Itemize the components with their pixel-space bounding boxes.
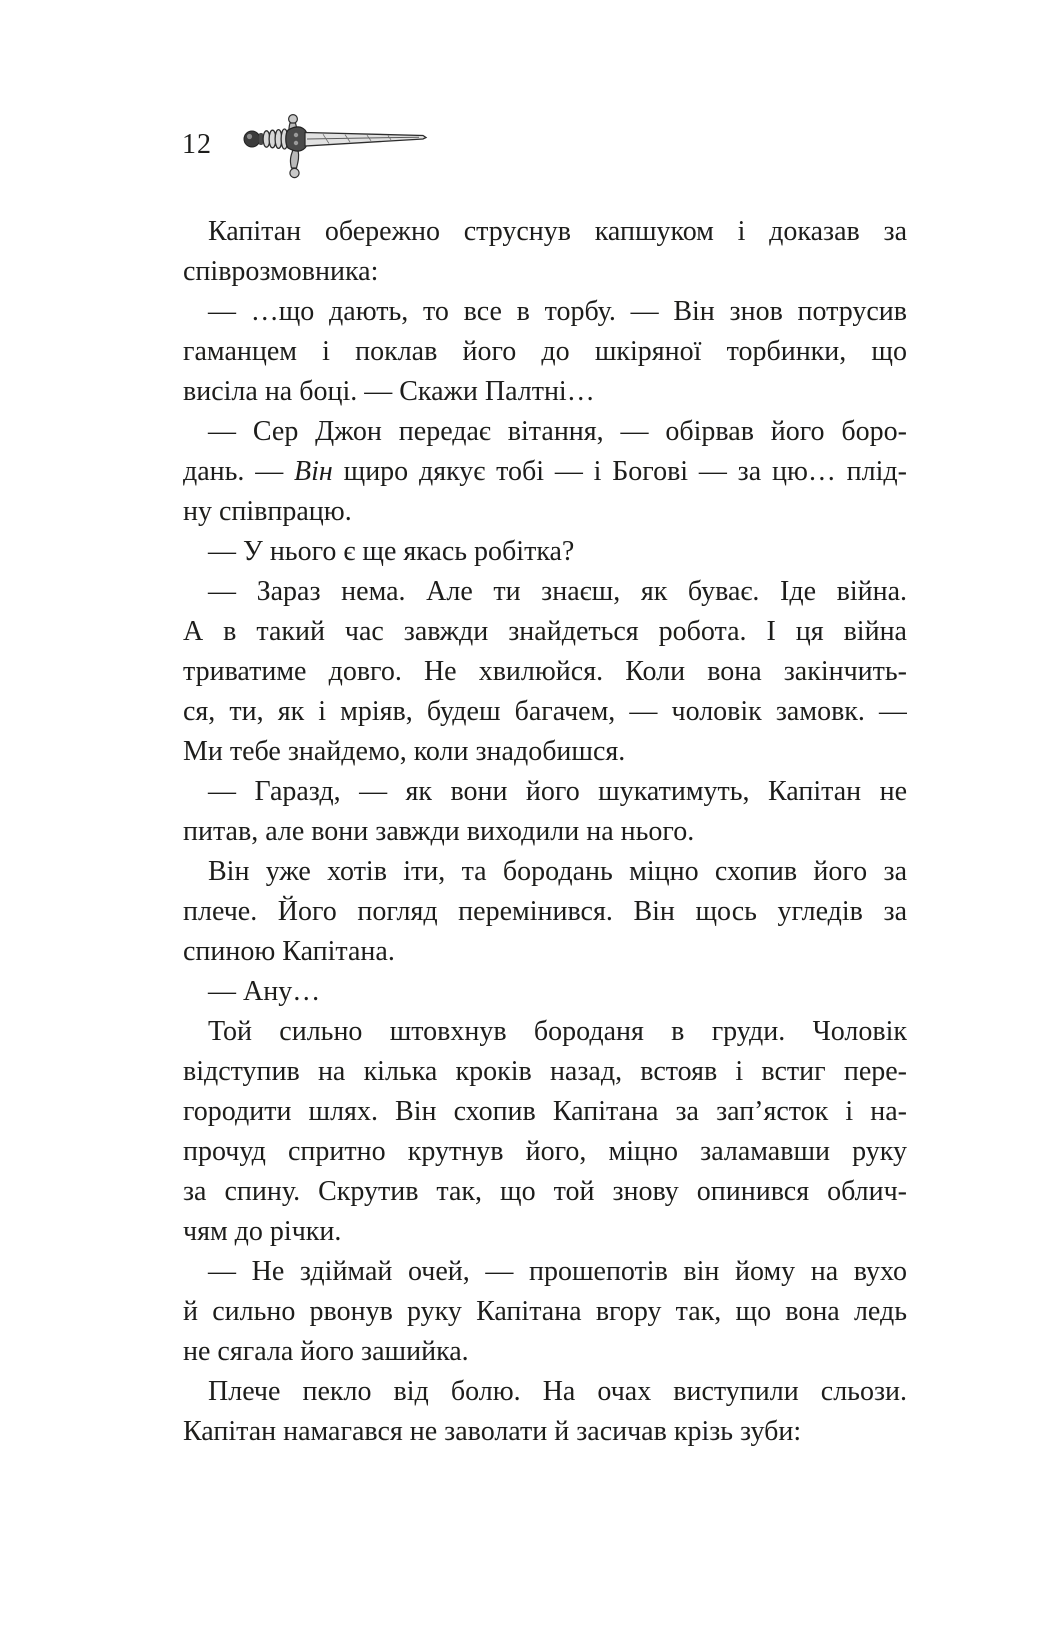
text-segment: чям до річки. — [183, 1216, 342, 1247]
text-line — [183, 692, 907, 732]
paragraph — [183, 772, 907, 852]
text-segment: — Ану… — [208, 976, 321, 1007]
text-line — [183, 412, 907, 452]
paragraph — [183, 292, 907, 412]
text-segment: — Зараз нема. Але ти знаєш, як буває. Іде війна. — [208, 576, 907, 607]
text-block — [183, 212, 907, 1452]
text-segment: Він уже хотів іти, та бородань міцно схопив його за — [208, 856, 907, 887]
text-segment: Плече пекло від болю. На очах виступили сльози. — [208, 1376, 907, 1407]
text-segment: Той сильно штовхнув бороданя в груди. Чоловік — [208, 1016, 907, 1047]
text-segment: співрозмовника: — [183, 256, 379, 287]
text-segment: питав, але вони завжди виходили на нього. — [183, 816, 695, 847]
text-line — [183, 1092, 907, 1132]
text-line — [183, 1412, 907, 1452]
text-segment: Він — [294, 456, 333, 487]
page-number: 12 — [182, 129, 212, 160]
text-line — [183, 292, 907, 332]
text-line — [183, 812, 907, 852]
text-segment: за спину. Скрутив так, що той знову опинився облич- — [183, 1176, 907, 1207]
text-segment: плече. Його погляд перемінився. Він щось угледів за — [183, 896, 907, 927]
text-line — [183, 1212, 907, 1252]
paragraph — [183, 412, 907, 532]
text-line — [183, 772, 907, 812]
text-line — [183, 572, 907, 612]
text-line — [183, 332, 907, 372]
text-segment: дань. — — [183, 456, 295, 487]
paragraph — [183, 1012, 907, 1252]
text-line — [183, 932, 907, 972]
text-segment: й сильно рвонув руку Капітана вгору так, що вона ледь — [183, 1296, 907, 1327]
text-segment: щиро дякує тобі — і Богові — за цю… плід- — [332, 456, 907, 487]
text-line — [183, 1012, 907, 1052]
text-line — [183, 1252, 907, 1292]
text-segment: — Гаразд, — як вони його шукатимуть, Капітан не — [208, 776, 907, 807]
text-line — [183, 972, 907, 1012]
text-line — [183, 252, 907, 292]
text-line — [183, 1292, 907, 1332]
paragraph — [183, 1372, 907, 1452]
text-segment: городити шлях. Він схопив Капітана за зап’ясток і на- — [183, 1096, 907, 1127]
text-line — [183, 372, 907, 412]
text-segment: — У нього є ще якась робітка? — [208, 536, 575, 567]
text-segment: гаманцем і поклав його до шкіряної торбинки, що — [183, 336, 907, 367]
text-segment: А в такий час завжди знайдеться робота. І ця війна — [183, 616, 907, 647]
text-segment: — Сер Джон передає вітання, — обірвав його боро- — [208, 416, 907, 447]
paragraph — [183, 212, 907, 292]
text-segment: ну співпрацю. — [183, 496, 352, 527]
text-segment: не сягала його зашийка. — [183, 1336, 469, 1367]
text-line — [183, 492, 907, 532]
paragraph — [183, 532, 907, 572]
paragraph — [183, 972, 907, 1012]
dagger-ornament-icon — [233, 106, 433, 186]
text-segment: прочуд спритно крутнув його, міцно заламавши руку — [183, 1136, 907, 1167]
text-segment: Ми тебе знайдемо, коли знадобишся. — [183, 736, 626, 767]
text-line — [183, 532, 907, 572]
text-line — [183, 1132, 907, 1172]
text-segment: Капітан обережно струснув капшуком і доказав за — [208, 216, 907, 247]
paragraph — [183, 1252, 907, 1372]
text-line — [183, 852, 907, 892]
text-line — [183, 732, 907, 772]
text-line — [183, 1052, 907, 1092]
paragraph — [183, 572, 907, 772]
text-segment: спиною Капітана. — [183, 936, 395, 967]
text-segment: — Не здіймай очей, — прошепотів він йому на вухо — [208, 1256, 907, 1287]
paragraph — [183, 852, 907, 972]
text-segment: ся, ти, як і мріяв, будеш багачем, — чоловік замовк. — — [183, 696, 907, 727]
text-line — [183, 892, 907, 932]
text-line — [183, 1332, 907, 1372]
text-line — [183, 212, 907, 252]
text-segment: Капітан намагався не заволати й засичав крізь зуби: — [183, 1416, 802, 1447]
text-segment: висіла на боці. — Скажи Палтні… — [183, 376, 595, 407]
text-line — [183, 1372, 907, 1412]
text-segment: відступив на кілька кроків назад, встояв і встиг пере- — [183, 1056, 907, 1087]
text-line — [183, 652, 907, 692]
text-segment: — …що дають, то все в торбу. — Він знов потрусив — [208, 296, 907, 327]
text-line — [183, 452, 907, 492]
text-segment: триватиме довго. Не хвилюйся. Коли вона закінчить- — [183, 656, 907, 687]
text-line — [183, 612, 907, 652]
text-line — [183, 1172, 907, 1212]
